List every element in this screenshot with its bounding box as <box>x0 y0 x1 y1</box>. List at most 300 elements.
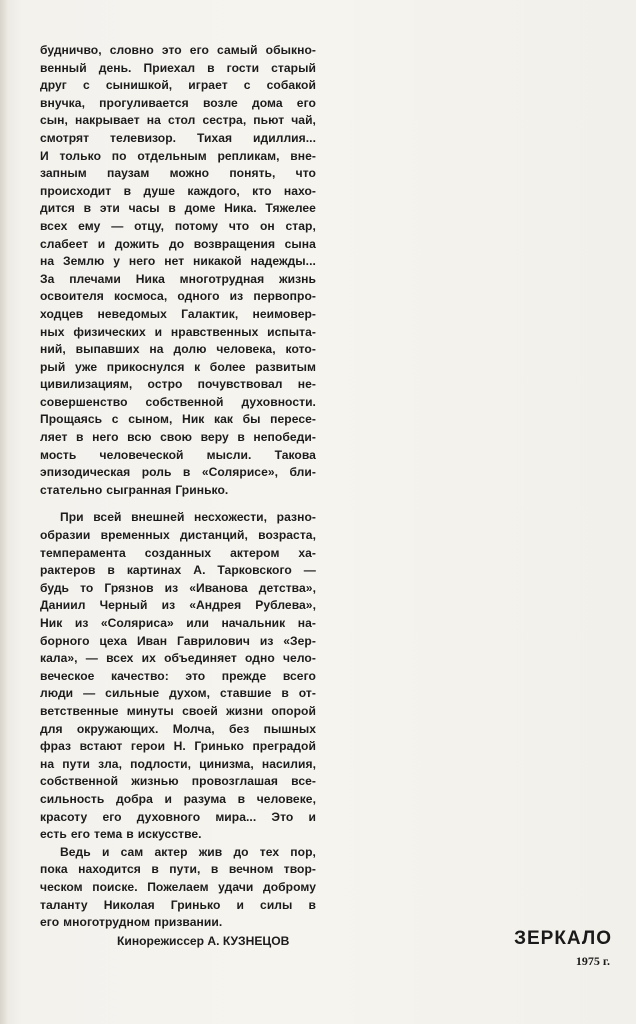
article-word: тех <box>259 844 280 859</box>
article-line <box>40 253 316 271</box>
article-word: начальник <box>221 616 286 630</box>
article-word: собственной <box>40 774 119 789</box>
article-word: внучка, <box>40 95 85 110</box>
article-word: своей <box>182 703 218 718</box>
article-word: мость <box>40 447 77 462</box>
article-word: сына <box>284 236 316 251</box>
article-word: ческом <box>40 879 83 894</box>
article-word: ветственные <box>40 703 119 718</box>
article-word: это <box>161 43 182 57</box>
article-word: призвании. <box>154 915 223 930</box>
article-word: актер <box>154 844 188 859</box>
article-word: репликам, <box>217 148 280 163</box>
article-word: что <box>228 218 250 233</box>
article-word: в <box>182 465 191 480</box>
article-word: Даниил <box>40 598 86 613</box>
article-line <box>40 429 316 447</box>
article-word: находится <box>78 862 141 877</box>
article-word: окружающих. <box>76 721 159 736</box>
article-word: дома <box>251 95 283 110</box>
article-word: пересе- <box>270 412 316 427</box>
article-word: Пожелаем <box>147 879 209 894</box>
article-word: до <box>168 236 185 251</box>
article-word: сынишкой, <box>105 78 173 93</box>
article-text-column <box>40 42 316 932</box>
article-word: Ведь <box>60 844 91 859</box>
article-word: провозглашая <box>191 774 278 789</box>
magazine-title: ЗЕРКАЛО <box>514 928 612 949</box>
article-word: с <box>111 412 119 427</box>
article-word: его <box>70 827 91 842</box>
article-word: — <box>303 563 316 578</box>
article-word: цинизма, <box>199 756 254 771</box>
article-word: пор, <box>290 844 316 859</box>
article-line <box>40 77 316 95</box>
article-word: будничво, <box>40 43 102 57</box>
article-word: А. <box>193 563 206 578</box>
article-word: Приехал <box>143 60 196 75</box>
article-line <box>40 394 316 412</box>
article-word: телевизор. <box>109 130 177 145</box>
article-word: ходцев <box>40 306 84 321</box>
article-word: их <box>141 651 156 666</box>
article-word: всю <box>127 430 152 445</box>
article-word: возраста, <box>258 528 316 543</box>
article-word: на <box>40 756 55 771</box>
article-word: всей <box>93 510 122 525</box>
article-word: встают <box>79 739 123 754</box>
article-word: никакой <box>193 254 242 269</box>
article-word: ний, <box>40 342 66 357</box>
article-word: темперамента <box>40 545 126 560</box>
article-word: до <box>233 844 249 859</box>
article-line <box>40 826 316 844</box>
article-word: венный <box>40 60 87 75</box>
article-line <box>40 288 316 306</box>
article-word: доме <box>184 201 216 216</box>
article-word: — <box>85 651 98 666</box>
article-word: Гринько. <box>175 482 229 497</box>
article-line <box>40 545 316 563</box>
article-word: происходит <box>40 183 112 198</box>
article-word: в <box>126 827 134 842</box>
article-line <box>40 411 316 429</box>
article-word: и <box>308 809 316 824</box>
article-word: сестра, <box>202 113 247 128</box>
article-word: кала», <box>40 651 78 666</box>
article-word: стол <box>167 113 196 128</box>
article-line <box>40 482 316 500</box>
article-word: прикоснулся <box>106 359 185 374</box>
article-line <box>40 464 316 482</box>
article-word: нравственных <box>170 324 259 339</box>
article-word: Иван <box>136 633 168 648</box>
article-word: его <box>102 809 122 824</box>
article-word: преградой <box>252 739 316 754</box>
article-word: вечном <box>228 862 274 877</box>
article-word: духом, <box>169 686 211 701</box>
article-line <box>40 324 316 342</box>
article-word: ных <box>40 324 65 339</box>
article-word: развитым <box>255 359 316 374</box>
article-word: испыта- <box>267 324 316 339</box>
article-word: и <box>154 324 163 339</box>
article-word: из <box>74 616 89 630</box>
article-word: сильные <box>105 686 160 701</box>
article-word: на <box>40 254 55 269</box>
article-word: и <box>101 844 110 859</box>
article-word: плечами <box>69 271 121 286</box>
article-word: Ник <box>40 616 63 630</box>
page-fold-shadow <box>0 0 8 1024</box>
article-word: веческое <box>40 668 95 683</box>
article-word: Гринько <box>194 739 244 754</box>
article-word: с <box>243 78 251 93</box>
article-word: его <box>189 43 209 57</box>
article-word: душе <box>143 183 176 198</box>
article-word: За <box>40 271 55 286</box>
article-word: несхожести, <box>194 510 268 525</box>
article-word: уже <box>74 359 98 374</box>
article-word: его <box>40 915 60 930</box>
article-line <box>40 341 316 359</box>
article-word: потому <box>174 218 219 233</box>
article-word: всех <box>40 218 68 233</box>
article-line <box>40 633 316 651</box>
article-word: только <box>59 148 102 163</box>
article-word: ляет <box>40 430 68 445</box>
article-line <box>40 897 316 915</box>
article-line <box>40 165 316 183</box>
article-word: сыгранная <box>106 482 172 497</box>
article-word: жизнь <box>278 271 316 286</box>
article-line <box>40 844 316 862</box>
article-word: более <box>209 359 246 374</box>
article-line <box>40 914 316 932</box>
article-line <box>40 809 316 827</box>
article-word: борного <box>40 633 90 648</box>
article-word: космоса, <box>114 289 168 304</box>
article-word: внешней <box>131 510 185 525</box>
article-word: Гаврилович <box>177 633 250 648</box>
article-word: жизнью <box>131 774 179 789</box>
article-word: мира... <box>215 809 257 824</box>
article-word: свою <box>160 430 193 445</box>
article-word: из <box>229 289 244 304</box>
article-word: временных <box>100 528 170 543</box>
article-word: на <box>146 113 161 128</box>
article-word: гости <box>226 60 260 75</box>
article-word: совершенство <box>40 394 128 409</box>
article-word: выпавших <box>75 342 140 357</box>
article-word: пьют <box>253 113 285 128</box>
article-word: ха- <box>298 545 316 560</box>
article-word: многотрудная <box>179 271 265 286</box>
article-word: люди <box>40 686 74 701</box>
article-word: друг <box>40 78 67 93</box>
article-line <box>40 773 316 791</box>
article-word: кото- <box>285 342 316 357</box>
article-word: остро <box>147 377 183 392</box>
article-line <box>40 236 316 254</box>
article-word: и <box>164 791 172 806</box>
article-word: многотрудном <box>63 915 151 930</box>
article-word: долю <box>173 342 207 357</box>
article-line <box>40 879 316 897</box>
article-word: одно <box>245 651 275 666</box>
article-word: все- <box>291 774 316 789</box>
article-word: разума <box>183 791 226 806</box>
article-word: в <box>83 201 92 216</box>
article-word: эти <box>99 201 120 216</box>
article-word: При <box>60 510 84 525</box>
article-word: чай, <box>291 113 316 128</box>
article-word: как <box>214 412 234 427</box>
article-word: в <box>210 862 219 877</box>
article-word: из <box>259 633 274 648</box>
article-word: Тарковского <box>217 563 292 578</box>
article-word: жив <box>198 844 223 859</box>
article-word: дистанций, <box>179 528 248 543</box>
article-word: искусстве. <box>137 827 202 842</box>
article-word: стательно <box>40 482 103 497</box>
article-word: вне- <box>290 148 316 163</box>
article-word: разно- <box>276 510 316 525</box>
article-word: неведомых <box>97 306 167 321</box>
article-word: первопро- <box>253 289 316 304</box>
article-word: старый <box>271 60 316 75</box>
magazine-year: 1975 г. <box>575 954 610 968</box>
article-word: нахо- <box>283 183 316 198</box>
article-word: это <box>185 668 206 683</box>
article-word: роль <box>141 465 172 480</box>
article-word: смотрят <box>40 130 90 145</box>
article-word: в <box>237 791 246 806</box>
article-word: сын, <box>40 113 68 128</box>
article-word: тема <box>94 827 123 842</box>
article-line <box>40 738 316 756</box>
article-word: Гринько <box>170 897 221 912</box>
article-word: цеха <box>99 633 128 648</box>
article-word: жизни <box>226 703 264 718</box>
article-word: непобеди- <box>253 430 316 445</box>
article-line <box>40 527 316 545</box>
article-word: освоителя <box>40 289 104 304</box>
article-word: прогуливается <box>99 95 189 110</box>
article-word: в <box>168 201 176 216</box>
article-word: духовного <box>136 809 201 824</box>
article-word: Прощаясь <box>40 412 103 427</box>
article-line <box>40 650 316 668</box>
article-word: дится <box>40 201 75 216</box>
article-word: бы <box>242 412 261 427</box>
article-line <box>40 580 316 598</box>
article-word: Тяжелее <box>265 201 316 216</box>
article-word: красоту <box>40 809 88 824</box>
article-word: день. <box>98 60 132 75</box>
article-word: Ника <box>135 271 165 286</box>
article-word: в <box>237 430 245 445</box>
article-word: он <box>259 218 275 233</box>
article-word: из <box>164 580 179 595</box>
article-word: сыном, <box>128 412 173 427</box>
article-word: Ника. <box>224 201 257 216</box>
article-word: к <box>194 359 201 374</box>
article-word: из <box>161 598 176 613</box>
article-word: Рублева», <box>255 598 316 613</box>
article-word: ему <box>78 218 101 233</box>
article-word: не- <box>297 377 316 392</box>
article-line <box>40 703 316 721</box>
article-word: Это <box>271 809 294 824</box>
article-word: кто <box>252 183 272 198</box>
article-word: собакой <box>266 78 316 93</box>
article-word: Черный <box>99 598 148 613</box>
article-word: сам <box>120 844 144 859</box>
article-word: одного <box>177 289 220 304</box>
article-word: слабеет <box>40 236 89 251</box>
article-word: от- <box>298 686 316 701</box>
article-word: физических <box>73 324 146 339</box>
article-word: Землю <box>63 254 105 269</box>
article-word: и <box>97 236 106 251</box>
article-line <box>40 597 316 615</box>
article-word: у <box>113 254 120 269</box>
article-line <box>40 791 316 809</box>
article-word: цивилизациям, <box>40 377 133 392</box>
article-word: или <box>186 616 209 630</box>
article-word: «Зер- <box>283 633 316 648</box>
article-word: есть <box>40 827 67 842</box>
article-word: удачи <box>218 879 254 894</box>
article-line <box>40 756 316 774</box>
article-word: Николая <box>103 897 155 912</box>
article-word: по <box>111 148 127 163</box>
article-word: человека, <box>216 342 276 357</box>
article-word: отдельным <box>137 148 207 163</box>
article-word: таланту <box>40 897 88 912</box>
article-word: дожить <box>114 236 160 251</box>
article-word: всех <box>106 651 134 666</box>
article-word: силы <box>260 897 293 912</box>
article-word: пышных <box>263 721 316 736</box>
article-word: фраз <box>40 739 72 754</box>
article-word: словно <box>109 43 154 57</box>
article-word: подлости, <box>130 756 191 771</box>
article-word: опорой <box>271 703 316 718</box>
article-line <box>40 447 316 465</box>
article-word: часы <box>128 201 160 216</box>
article-word: духовности. <box>241 394 316 409</box>
article-word: объединяет <box>164 651 237 666</box>
article-word: и <box>236 897 244 912</box>
article-line <box>40 562 316 580</box>
article-word: детства», <box>258 580 316 595</box>
article-word: накрывает <box>74 113 140 128</box>
article-word: будь <box>40 580 70 595</box>
article-signature: Кинорежиссер А. КУЗНЕЦОВ <box>117 934 290 948</box>
article-word: ставшие <box>219 686 272 701</box>
article-word: веру <box>200 430 229 445</box>
article-word: собственной <box>145 394 224 409</box>
article-word: в <box>281 686 289 701</box>
article-line <box>40 359 316 377</box>
article-word: сильность <box>40 791 105 806</box>
article-word: пути, <box>169 862 201 877</box>
article-word: возвращения <box>193 236 276 251</box>
article-word: бли- <box>289 465 316 480</box>
article-word: запным <box>40 166 87 181</box>
article-word: возле <box>202 95 238 110</box>
article-word: «Иванова <box>189 580 248 595</box>
article-word: на <box>149 342 164 357</box>
article-line <box>40 376 316 394</box>
article-word: в <box>207 60 215 75</box>
article-word: в <box>308 897 316 912</box>
article-line <box>40 200 316 218</box>
article-word: человеке, <box>256 791 316 806</box>
article-word: неимовер- <box>252 306 316 321</box>
article-word: Н. <box>173 739 186 754</box>
article-word: добра <box>115 791 153 806</box>
article-word: минуты <box>126 703 174 718</box>
article-word: пути <box>62 756 91 771</box>
article-word: рый <box>40 359 66 374</box>
article-word: эпизодическая <box>40 465 131 480</box>
article-word: для <box>40 721 63 736</box>
article-word: человеческой <box>99 447 184 462</box>
article-line <box>40 183 316 201</box>
article-word: пока <box>40 862 68 877</box>
article-word: поиске. <box>92 879 138 894</box>
article-word: надежды... <box>250 254 316 269</box>
article-word: картинах <box>126 563 182 578</box>
article-word: паузам <box>106 166 150 181</box>
article-line <box>40 721 316 739</box>
article-word: прежде <box>221 668 267 683</box>
article-word: Галактик, <box>181 306 239 321</box>
article-line <box>40 685 316 703</box>
article-word: актером <box>230 545 280 560</box>
article-word: качество: <box>110 668 169 683</box>
article-line <box>40 306 316 324</box>
article-word: «Солярисе», <box>201 465 279 480</box>
article-word: Молча, <box>172 721 215 736</box>
article-word: в <box>123 183 132 198</box>
article-word: него <box>92 430 119 445</box>
article-word: него <box>128 254 156 269</box>
article-word: в <box>76 430 84 445</box>
article-line <box>40 271 316 289</box>
article-word: в <box>151 862 159 877</box>
article-word: каждого, <box>187 183 240 198</box>
article-line <box>40 148 316 166</box>
article-word: Тихая <box>197 130 233 145</box>
article-line <box>40 509 316 527</box>
article-word: обыкно- <box>265 43 316 57</box>
article-word: герои <box>130 739 166 754</box>
article-word: его <box>296 95 316 110</box>
article-word: рактеров <box>40 563 96 578</box>
article-word: И <box>40 148 49 163</box>
article-word: Такова <box>274 447 316 462</box>
article-word: нет <box>164 254 185 269</box>
article-word: — <box>111 218 124 233</box>
article-word: образии <box>40 528 91 543</box>
article-word: играет <box>188 78 228 93</box>
article-word: мысли. <box>206 447 252 462</box>
article-line <box>40 615 316 633</box>
